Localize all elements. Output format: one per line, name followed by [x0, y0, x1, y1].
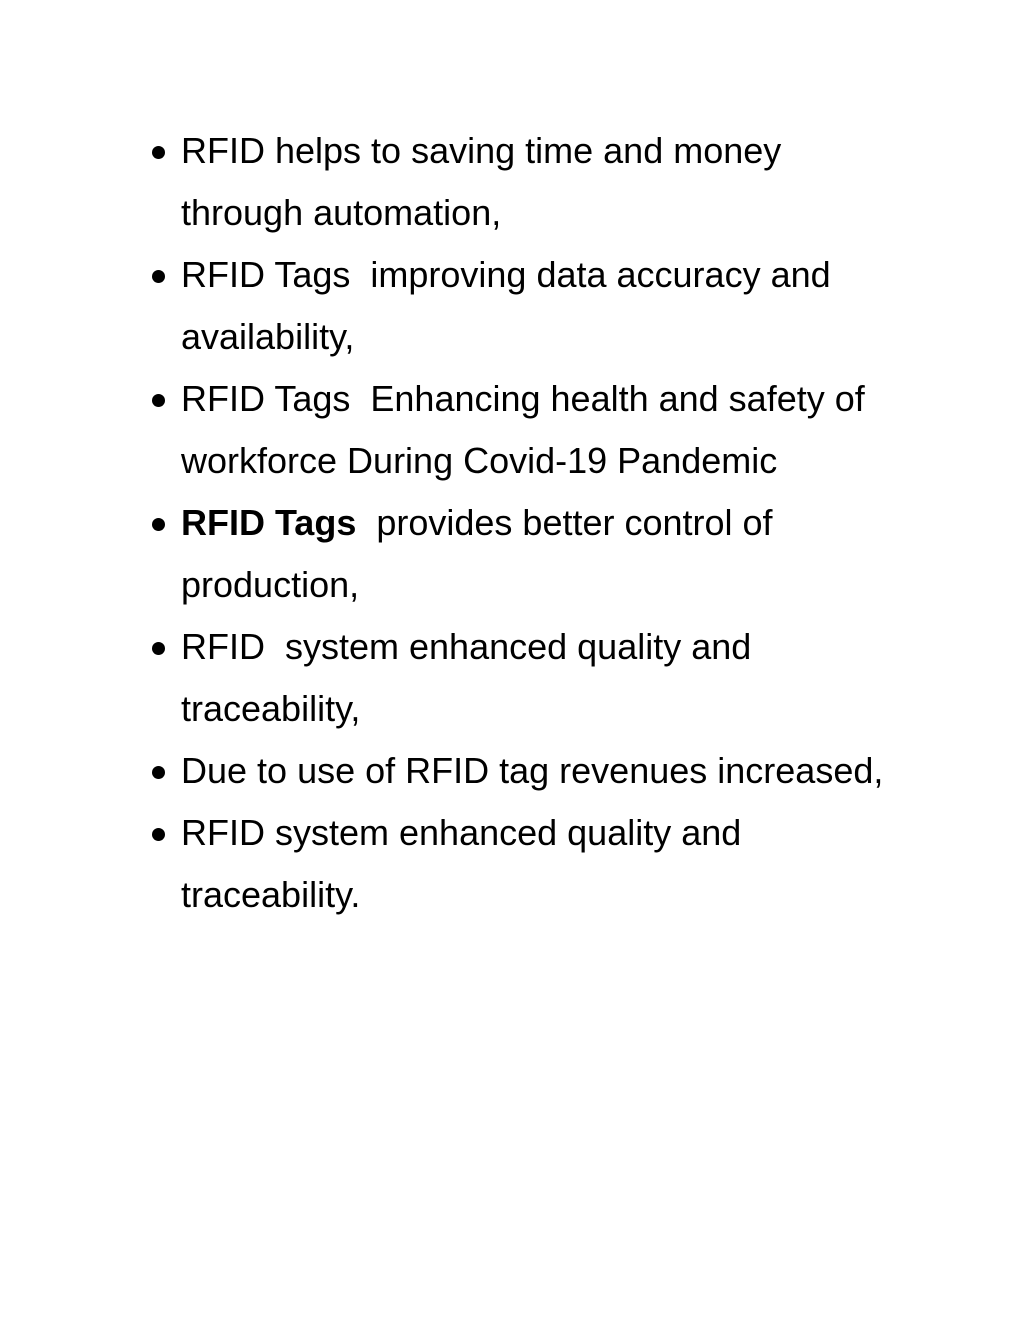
list-item — [152, 616, 912, 740]
list-item — [152, 492, 912, 616]
bullet-list — [152, 120, 912, 926]
bullet-icon — [152, 394, 165, 407]
list-item — [152, 368, 912, 492]
list-item-bold-lead: RFID Tags — [181, 502, 357, 543]
list-item-body: provides better control of production, — [181, 502, 783, 605]
list-item-text — [181, 244, 912, 368]
list-item — [152, 244, 912, 368]
bullet-icon — [152, 146, 165, 159]
list-item-body: Due to use of RFID tag revenues increased, — [181, 750, 884, 791]
list-item-text — [181, 120, 912, 244]
list-item-body: RFID Tags improving data accuracy and availability, — [181, 254, 841, 357]
list-item-text — [181, 492, 912, 616]
list-item — [152, 120, 912, 244]
list-item — [152, 740, 912, 802]
list-item-text — [181, 740, 912, 802]
list-item-text — [181, 368, 912, 492]
list-item-body: RFID Tags Enhancing health and safety of workforce During Covid-19 Pandemic — [181, 378, 875, 481]
list-item-text — [181, 802, 912, 926]
list-item-body: RFID system enhanced quality and traceability. — [181, 812, 752, 915]
list-item-body: RFID helps to saving time and money through automation, — [181, 130, 792, 233]
bullet-icon — [152, 270, 165, 283]
list-item-text — [181, 616, 912, 740]
list-item-body: RFID system enhanced quality and traceability, — [181, 626, 762, 729]
bullet-icon — [152, 642, 165, 655]
bullet-icon — [152, 518, 165, 531]
list-item — [152, 802, 912, 926]
bullet-icon — [152, 766, 165, 779]
bullet-icon — [152, 828, 165, 841]
